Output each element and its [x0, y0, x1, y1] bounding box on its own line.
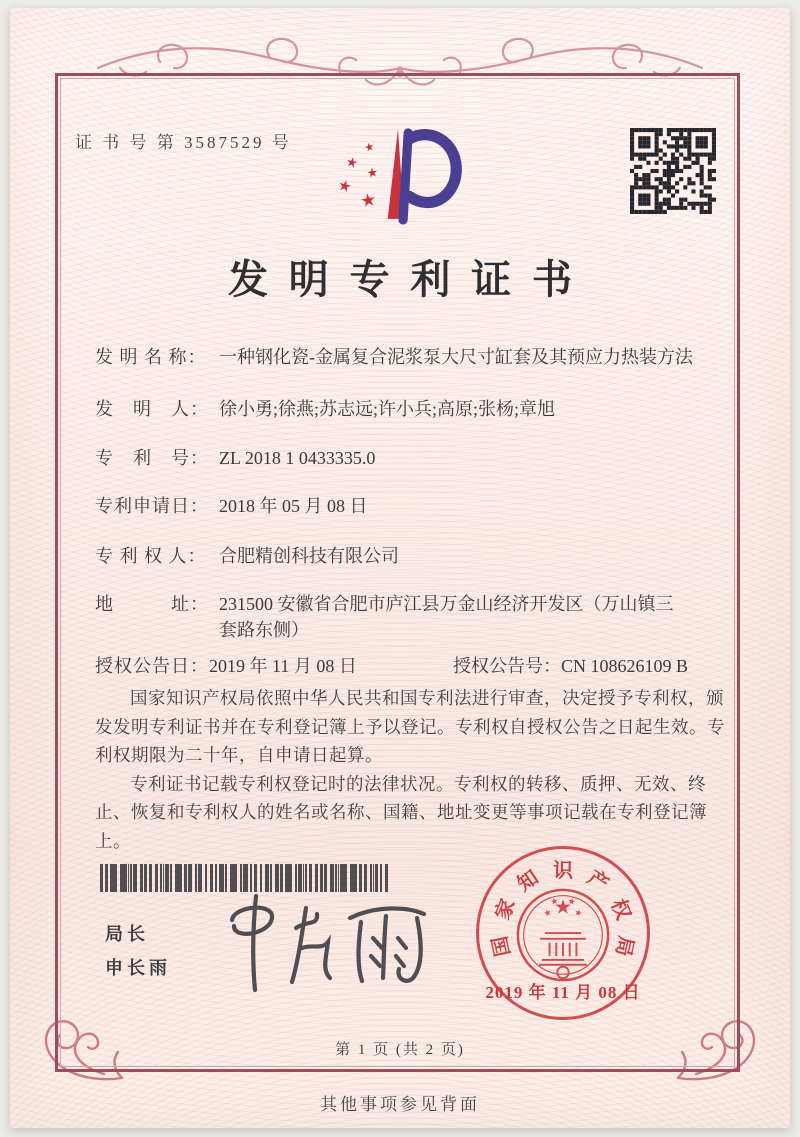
field-value: 合肥精创科技有限公司 [219, 546, 399, 566]
cnipa-official-seal: 国 家 知 识 产 权 局 2019 年 11 月 08 日 [470, 840, 656, 1026]
field-value: ZL 2018 1 0433335.0 [219, 448, 376, 468]
grant-date-value: 2019 年 11 月 08 日 [209, 656, 357, 676]
qr-code [630, 128, 716, 214]
field-label: 发 明 名 称： [95, 347, 207, 367]
certificate-number: 证 书 号 第 3587529 号 [75, 133, 292, 152]
cnipa-patent-logo-icon [310, 122, 490, 238]
field-row-invention-name [95, 344, 727, 370]
field-value: 一种钢化瓷-金属复合泥浆泵大尺寸缸套及其预应力热装方法 [219, 347, 693, 367]
footer-note: 其他事项参见背面 [320, 1095, 480, 1114]
field-row-patentee [95, 543, 727, 569]
certificate-title: 发明专利证书 [227, 257, 593, 302]
field-label: 专 利 号： [95, 448, 209, 468]
legal-paragraph-1: 国家知识产权局依照中华人民共和国专利法进行审查，决定授予专利权，颁发发明专利证书并在专利登记簿上予以登记。专利权自授权公告之日起生效。专利权期限为二十年，自申请日起算。 [95, 688, 725, 766]
seal-date: 2019 年 11 月 08 日 [485, 983, 641, 1002]
field-row-inventors [95, 396, 727, 422]
field-label: 发 明 人： [95, 399, 209, 419]
field-row-patent-number [95, 445, 727, 471]
certificate-paper [10, 8, 790, 1128]
field-row-filing-date [95, 493, 727, 519]
director-name: 申长雨 [105, 958, 171, 978]
legal-paragraph-2: 专利证书记载专利权登记时的法律状况。专利权的转移、质押、无效、终止、恢复和专利权人的姓名或名称、国籍、地址变更等事项记载在专利登记簿上。 [95, 773, 707, 851]
page-indicator: 第 1 页 (共 2 页) [335, 1042, 465, 1058]
field-row-address [95, 591, 727, 643]
director-signature-icon [210, 886, 445, 1001]
director-title: 局长 [105, 924, 149, 944]
grant-number-value: CN 108626109 B [561, 656, 689, 676]
field-value: 徐小勇;徐燕;苏志远;许小兵;高原;张杨;章旭 [219, 399, 556, 419]
grant-date-label: 授权公告日： [95, 656, 209, 676]
field-value: 231500 安徽省合肥市庐江县万金山经济开发区（万山镇三套路东侧） [219, 594, 674, 640]
national-emblem-icon [515, 885, 611, 985]
field-label: 地 址： [95, 594, 209, 614]
field-label: 专利申请日： [95, 496, 209, 516]
grant-number-label: 授权公告号： [453, 656, 561, 676]
legal-text [95, 684, 729, 855]
field-value: 2018 年 05 月 08 日 [219, 496, 368, 516]
field-label: 专 利 权 人： [95, 546, 207, 566]
field-row-grant [95, 653, 727, 679]
